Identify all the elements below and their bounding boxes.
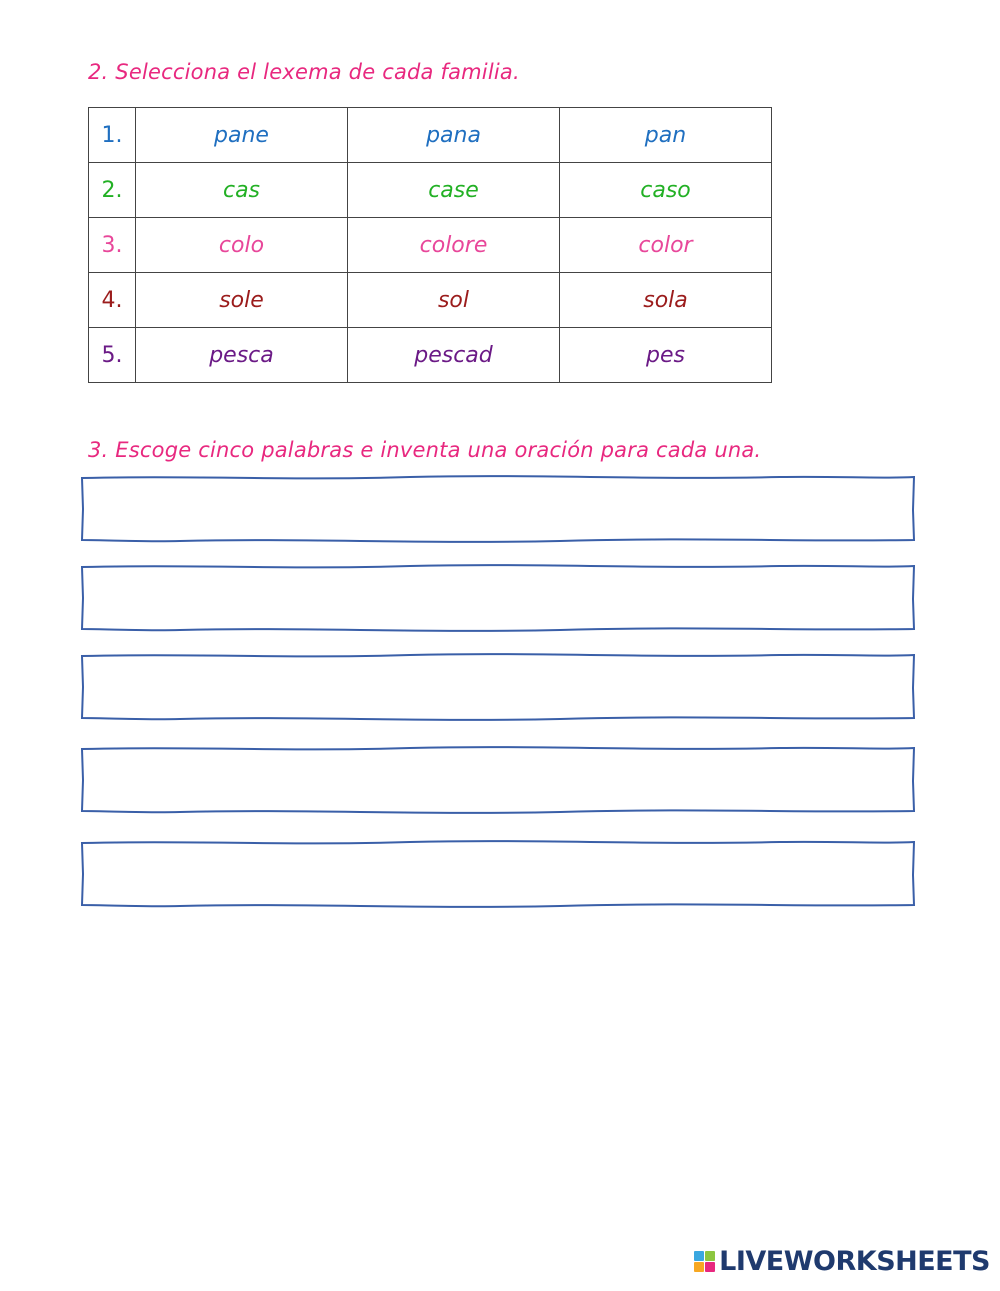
sentence-input-box[interactable] xyxy=(80,839,916,909)
exercise-3-title: 3. Escoge cinco palabras e inventa una oración para cada una. xyxy=(88,438,762,462)
word-option[interactable]: pan xyxy=(560,108,772,163)
box-outline xyxy=(82,654,914,720)
word-option[interactable]: caso xyxy=(560,163,772,218)
liveworksheets-logo xyxy=(694,1246,990,1277)
lexeme-row xyxy=(89,218,772,273)
logo-square xyxy=(694,1251,704,1261)
box-outline xyxy=(82,476,914,542)
word-option[interactable]: sola xyxy=(560,273,772,328)
logo-mark-icon xyxy=(694,1251,715,1272)
word-option[interactable]: pescad xyxy=(348,328,560,383)
lexeme-row xyxy=(89,328,772,383)
word-option[interactable]: color xyxy=(560,218,772,273)
box-outline xyxy=(82,565,914,631)
word-option[interactable]: pes xyxy=(560,328,772,383)
logo-square xyxy=(705,1262,715,1272)
word-option[interactable]: colore xyxy=(348,218,560,273)
lexeme-table xyxy=(88,107,772,383)
word-option[interactable]: sol xyxy=(348,273,560,328)
exercise-2-title: 2. Selecciona el lexema de cada familia. xyxy=(88,60,520,84)
word-option[interactable]: pesca xyxy=(136,328,348,383)
row-number: 1. xyxy=(89,108,136,163)
word-option[interactable]: sole xyxy=(136,273,348,328)
logo-text: LIVEWORKSHEETS xyxy=(719,1246,990,1277)
word-option[interactable]: pane xyxy=(136,108,348,163)
lexeme-row xyxy=(89,273,772,328)
word-option[interactable]: cas xyxy=(136,163,348,218)
sentence-input-box[interactable] xyxy=(80,745,916,815)
row-number: 2. xyxy=(89,163,136,218)
row-number: 3. xyxy=(89,218,136,273)
lexeme-row xyxy=(89,163,772,218)
word-option[interactable]: case xyxy=(348,163,560,218)
logo-square xyxy=(705,1251,715,1261)
word-option[interactable]: pana xyxy=(348,108,560,163)
sentence-input-box[interactable] xyxy=(80,652,916,722)
row-number: 5. xyxy=(89,328,136,383)
box-outline xyxy=(82,747,914,813)
row-number: 4. xyxy=(89,273,136,328)
lexeme-row xyxy=(89,108,772,163)
box-outline xyxy=(82,841,914,907)
sentence-input-box[interactable] xyxy=(80,474,916,544)
logo-square xyxy=(694,1262,704,1272)
sentence-input-box[interactable] xyxy=(80,563,916,633)
word-option[interactable]: colo xyxy=(136,218,348,273)
